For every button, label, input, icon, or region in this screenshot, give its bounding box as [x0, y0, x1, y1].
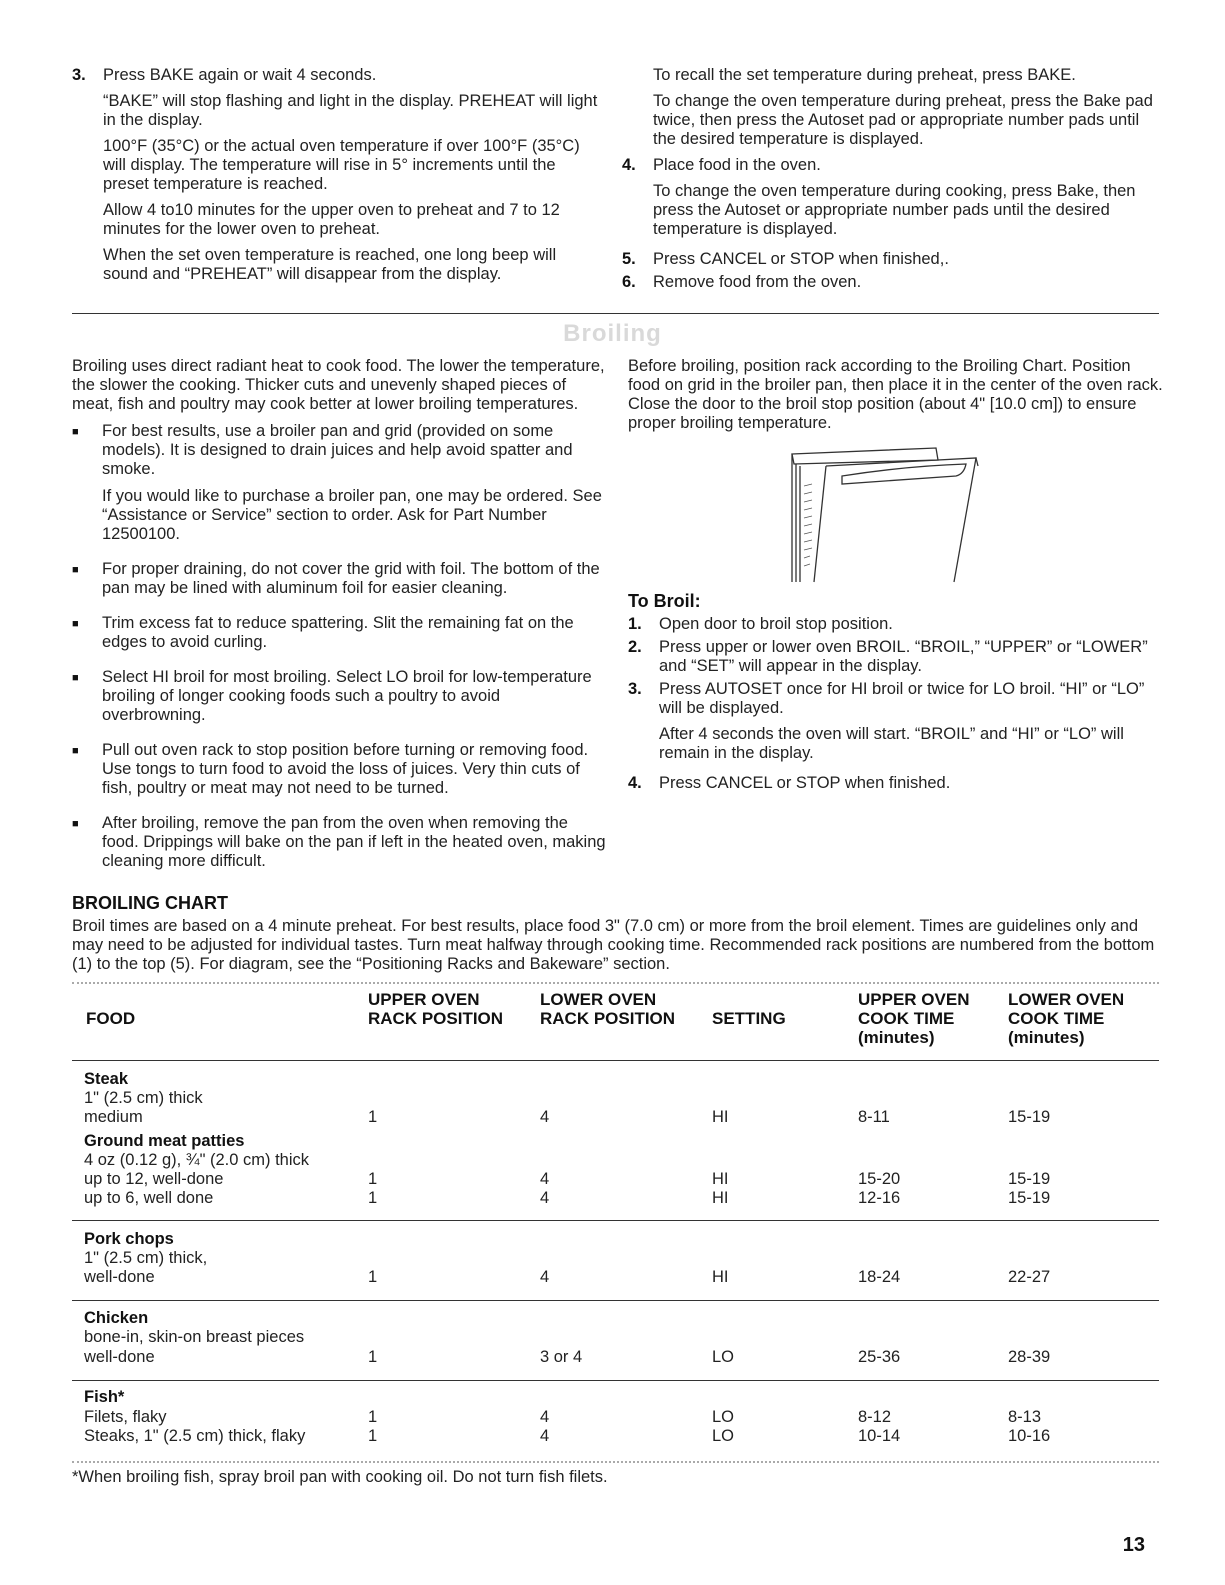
broiling-chart-heading: BROILING CHART	[72, 893, 228, 913]
bake-step-6	[622, 273, 1157, 292]
broil-step-1	[628, 615, 1148, 634]
list-item	[72, 814, 607, 879]
food-detail: 1" (2.5 cm) thick,	[84, 1249, 208, 1267]
upper-rack-value: 1	[368, 1189, 378, 1207]
lower-rack-value: 4	[540, 1408, 550, 1426]
table-row	[72, 1408, 1162, 1427]
upper-cook-time-value: 18-24	[858, 1268, 901, 1286]
step-text: Press AUTOSET once for HI broil or twice for LO broil. “HI” or “LO” will be displayed.	[659, 680, 1145, 717]
food-detail: medium	[84, 1108, 143, 1126]
table-row	[72, 1089, 1162, 1108]
step-note: To recall the set temperature during preheat, press BAKE.	[653, 66, 1076, 84]
setting-value: LO	[712, 1408, 735, 1426]
upper-cook-time-value: 12-16	[858, 1189, 901, 1207]
upper-rack-value: 1	[368, 1427, 378, 1445]
table-row	[72, 1348, 1162, 1367]
broiling-position-text: Before broiling, position rack according to the Broiling Chart. Position food on grid in the broiler pan, then place it in the center of the oven rack. Close the door to the broil stop position (about 4" [10.0 cm]) to ensure proper broiling temperature.	[628, 357, 1163, 432]
header-upper-cook-time: UPPER OVEN COOK TIME (minutes)	[858, 990, 970, 1047]
table-row	[72, 1427, 1162, 1446]
table-row	[72, 1268, 1162, 1287]
setting-value: HI	[712, 1189, 729, 1207]
bullet-text: After broiling, remove the pan from the oven when removing the food. Drippings will bake on the pan if left in the heated oven, making cleaning more difficult.	[102, 814, 606, 870]
lower-cook-time-value: 8-13	[1008, 1408, 1042, 1426]
lower-rack-value: 4	[540, 1427, 550, 1445]
food-detail: 4 oz (0.12 g), ¾" (2.0 cm) thick	[84, 1151, 310, 1169]
food-name: Steak	[84, 1070, 129, 1088]
bake-step-3	[72, 66, 602, 291]
bullet-icon: ■	[72, 818, 79, 830]
step-note: Allow 4 to10 minutes for the upper oven to preheat and 7 to 12 minutes for the lower oven to preheat.	[103, 201, 560, 238]
setting-value: HI	[712, 1268, 729, 1286]
step-note: To change the oven temperature during preheat, press the Bake pad twice, then press the Autoset pad or appropriate number pads until the desired temperature is displayed.	[653, 92, 1153, 148]
lower-cook-time-value: 15-19	[1008, 1108, 1051, 1126]
step-number: 1.	[628, 615, 642, 633]
food-detail: bone-in, skin-on breast pieces	[84, 1328, 305, 1346]
broiling-left-column	[72, 357, 607, 887]
list-item	[72, 741, 607, 806]
lower-rack-value: 4	[540, 1268, 550, 1286]
upper-cook-time-value: 8-11	[858, 1108, 890, 1126]
broiling-intro: Broiling uses direct radiant heat to cook food. The lower the temperature, the slower the cooking. Thicker cuts and unevenly shaped pieces of meat, fish and poultry may cook better at lower broiling temperatures.	[72, 357, 605, 413]
food-name: Chicken	[84, 1309, 149, 1327]
broil-step-3	[628, 680, 1148, 770]
table-row	[72, 1328, 1162, 1347]
table-row	[72, 1132, 1162, 1151]
step-note: “BAKE” will stop flashing and light in the display. PREHEAT will light in the display.	[103, 92, 598, 129]
table-row	[72, 1309, 1162, 1328]
to-broil-heading: To Broil:	[628, 591, 701, 611]
bake-step-4	[622, 156, 1157, 246]
list-item	[72, 614, 607, 660]
step-number: 4.	[628, 774, 642, 792]
table-row	[72, 1249, 1162, 1268]
step-number: 3.	[628, 680, 642, 698]
table-divider	[72, 1060, 1159, 1061]
header-lower-rack: LOWER OVEN RACK POSITION	[540, 990, 676, 1028]
bullet-text: Pull out oven rack to stop position before turning or removing food. Use tongs to turn food to avoid the loss of juices. Very thin cuts of fish, poultry or meat may not need to be turned.	[102, 741, 589, 797]
lower-cook-time-value: 10-16	[1008, 1427, 1051, 1445]
chart-bottom-border	[72, 1461, 1159, 1463]
setting-value: LO	[712, 1427, 735, 1445]
food-detail: 1" (2.5 cm) thick	[84, 1089, 203, 1107]
bullet-icon: ■	[72, 564, 79, 576]
header-upper-rack: UPPER OVEN RACK POSITION	[368, 990, 504, 1028]
table-divider	[72, 1380, 1159, 1381]
food-detail: well-done	[84, 1348, 155, 1366]
food-detail: Filets, flaky	[84, 1408, 167, 1426]
lower-cook-time-value: 15-19	[1008, 1170, 1051, 1188]
upper-cook-time-value: 25-36	[858, 1348, 901, 1366]
step-text: Open door to broil stop position.	[659, 615, 893, 633]
lower-cook-time-value: 22-27	[1008, 1268, 1051, 1286]
step-note: 100°F (35°C) or the actual oven temperature if over 100°F (35°C) will display. The temperature will rise in 5° increments until the preset temperature is reached.	[103, 137, 580, 193]
step-number: 3.	[72, 66, 86, 84]
list-item	[72, 668, 607, 733]
food-name: Fish*	[84, 1388, 125, 1406]
table-row	[72, 1388, 1162, 1407]
lower-rack-value: 4	[540, 1170, 550, 1188]
food-name: Pork chops	[84, 1230, 174, 1248]
step-text: Press CANCEL or STOP when finished,.	[653, 250, 949, 268]
step-text: Press BAKE again or wait 4 seconds.	[103, 66, 377, 84]
baking-steps-right	[622, 66, 1157, 296]
bullet-text: For proper draining, do not cover the grid with foil. The bottom of the pan may be lined with aluminum foil for easier cleaning.	[102, 560, 600, 597]
header-setting: SETTING	[712, 1009, 786, 1028]
table-divider	[72, 1300, 1159, 1301]
bullet-icon: ■	[72, 618, 79, 630]
food-detail: well-done	[84, 1268, 155, 1286]
step-text: Press CANCEL or STOP when finished.	[659, 774, 951, 792]
upper-cook-time-value: 15-20	[858, 1170, 901, 1188]
table-row	[72, 1108, 1162, 1127]
page-number: 13	[1122, 1534, 1145, 1556]
upper-cook-time-value: 10-14	[858, 1427, 901, 1445]
list-item	[72, 560, 607, 606]
lower-rack-value: 4	[540, 1189, 550, 1207]
bake-step-5	[622, 250, 1157, 269]
step-number: 5.	[622, 250, 636, 268]
table-row	[72, 1151, 1162, 1170]
step-text: Press upper or lower oven BROIL. “BROIL,” “UPPER” or “LOWER” and “SET” will appear in the display.	[659, 638, 1148, 675]
upper-rack-value: 1	[368, 1408, 378, 1426]
bullet-text: Select HI broil for most broiling. Select LO broil for low-temperature broiling of longer cooking foods such a poultry to avoid overbrowning.	[102, 668, 592, 724]
upper-rack-value: 1	[368, 1348, 378, 1366]
list-item	[72, 422, 607, 552]
upper-rack-value: 1	[368, 1268, 378, 1286]
bullet-text: Trim excess fat to reduce spattering. Slit the remaining fat on the edges to avoid curling.	[102, 614, 574, 651]
baking-steps-left	[72, 66, 602, 295]
table-row	[72, 1170, 1162, 1189]
bullet-icon: ■	[72, 672, 79, 684]
upper-rack-value: 1	[368, 1108, 378, 1126]
header-lower-cook-time: LOWER OVEN COOK TIME (minutes)	[1008, 990, 1125, 1047]
setting-value: HI	[712, 1170, 729, 1188]
header-food: FOOD	[86, 1009, 136, 1028]
step-number: 2.	[628, 638, 642, 656]
step-number: 4.	[622, 156, 636, 174]
section-title: Broiling	[563, 320, 662, 347]
bullet-icon: ■	[72, 745, 79, 757]
food-detail: Steaks, 1" (2.5 cm) thick, flaky	[84, 1427, 306, 1445]
broiling-right-column	[628, 357, 1163, 441]
step-text: Remove food from the oven.	[653, 273, 862, 291]
food-detail: up to 12, well-done	[84, 1170, 224, 1188]
step-note: After 4 seconds the oven will start. “BROIL” and “HI” or “LO” will remain in the display.	[659, 725, 1124, 762]
broil-step-2	[628, 638, 1148, 676]
food-detail: up to 6, well done	[84, 1189, 214, 1207]
oven-door-broil-stop-illustration	[786, 446, 986, 586]
setting-value: LO	[712, 1348, 735, 1366]
lower-cook-time-value: 15-19	[1008, 1189, 1051, 1207]
step-note: To change the oven temperature during cooking, press Bake, then press the Autoset or appropriate number pads until the desired temperature is displayed.	[653, 182, 1136, 238]
lower-rack-value: 4	[540, 1108, 550, 1126]
upper-cook-time-value: 8-12	[858, 1408, 892, 1426]
lower-rack-value: 3 or 4	[540, 1348, 583, 1366]
setting-value: HI	[712, 1108, 729, 1126]
step-number: 6.	[622, 273, 636, 291]
upper-rack-value: 1	[368, 1170, 378, 1188]
table-divider	[72, 1220, 1159, 1221]
table-row	[72, 1230, 1162, 1249]
chart-top-border	[72, 982, 1159, 984]
chart-footnote: *When broiling fish, spray broil pan with cooking oil. Do not turn fish filets.	[72, 1468, 608, 1486]
broil-step-4	[628, 774, 1148, 793]
table-row	[72, 1070, 1162, 1089]
food-name: Ground meat patties	[84, 1132, 245, 1150]
step-note: When the set oven temperature is reached, one long beep will sound and “PREHEAT” will disappear from the display.	[103, 246, 557, 283]
bullet-icon: ■	[72, 426, 79, 438]
section-divider	[72, 313, 1159, 314]
table-row	[72, 1189, 1162, 1208]
bullet-text: For best results, use a broiler pan and grid (provided on some models). It is designed to drain juices and help avoid spatter and smoke.	[102, 422, 573, 478]
step-text: Place food in the oven.	[653, 156, 821, 174]
lower-cook-time-value: 28-39	[1008, 1348, 1051, 1366]
broil-steps-list	[628, 615, 1148, 797]
broiling-chart-intro: Broil times are based on a 4 minute preheat. For best results, place food 3" (7.0 cm) or more from the broil element. Times are guidelines only and may need to be adjusted for individual tastes. Turn meat halfway through cooking time. Recommended rack positions are numbered from the bottom (1) to the top (5). For diagram, see the “Positioning Racks and Bakeware” section.	[72, 917, 1155, 973]
bullet-note: If you would like to purchase a broiler pan, one may be ordered. See “Assistance or Service” section to order. Ask for Part Number 12500100.	[102, 487, 602, 543]
